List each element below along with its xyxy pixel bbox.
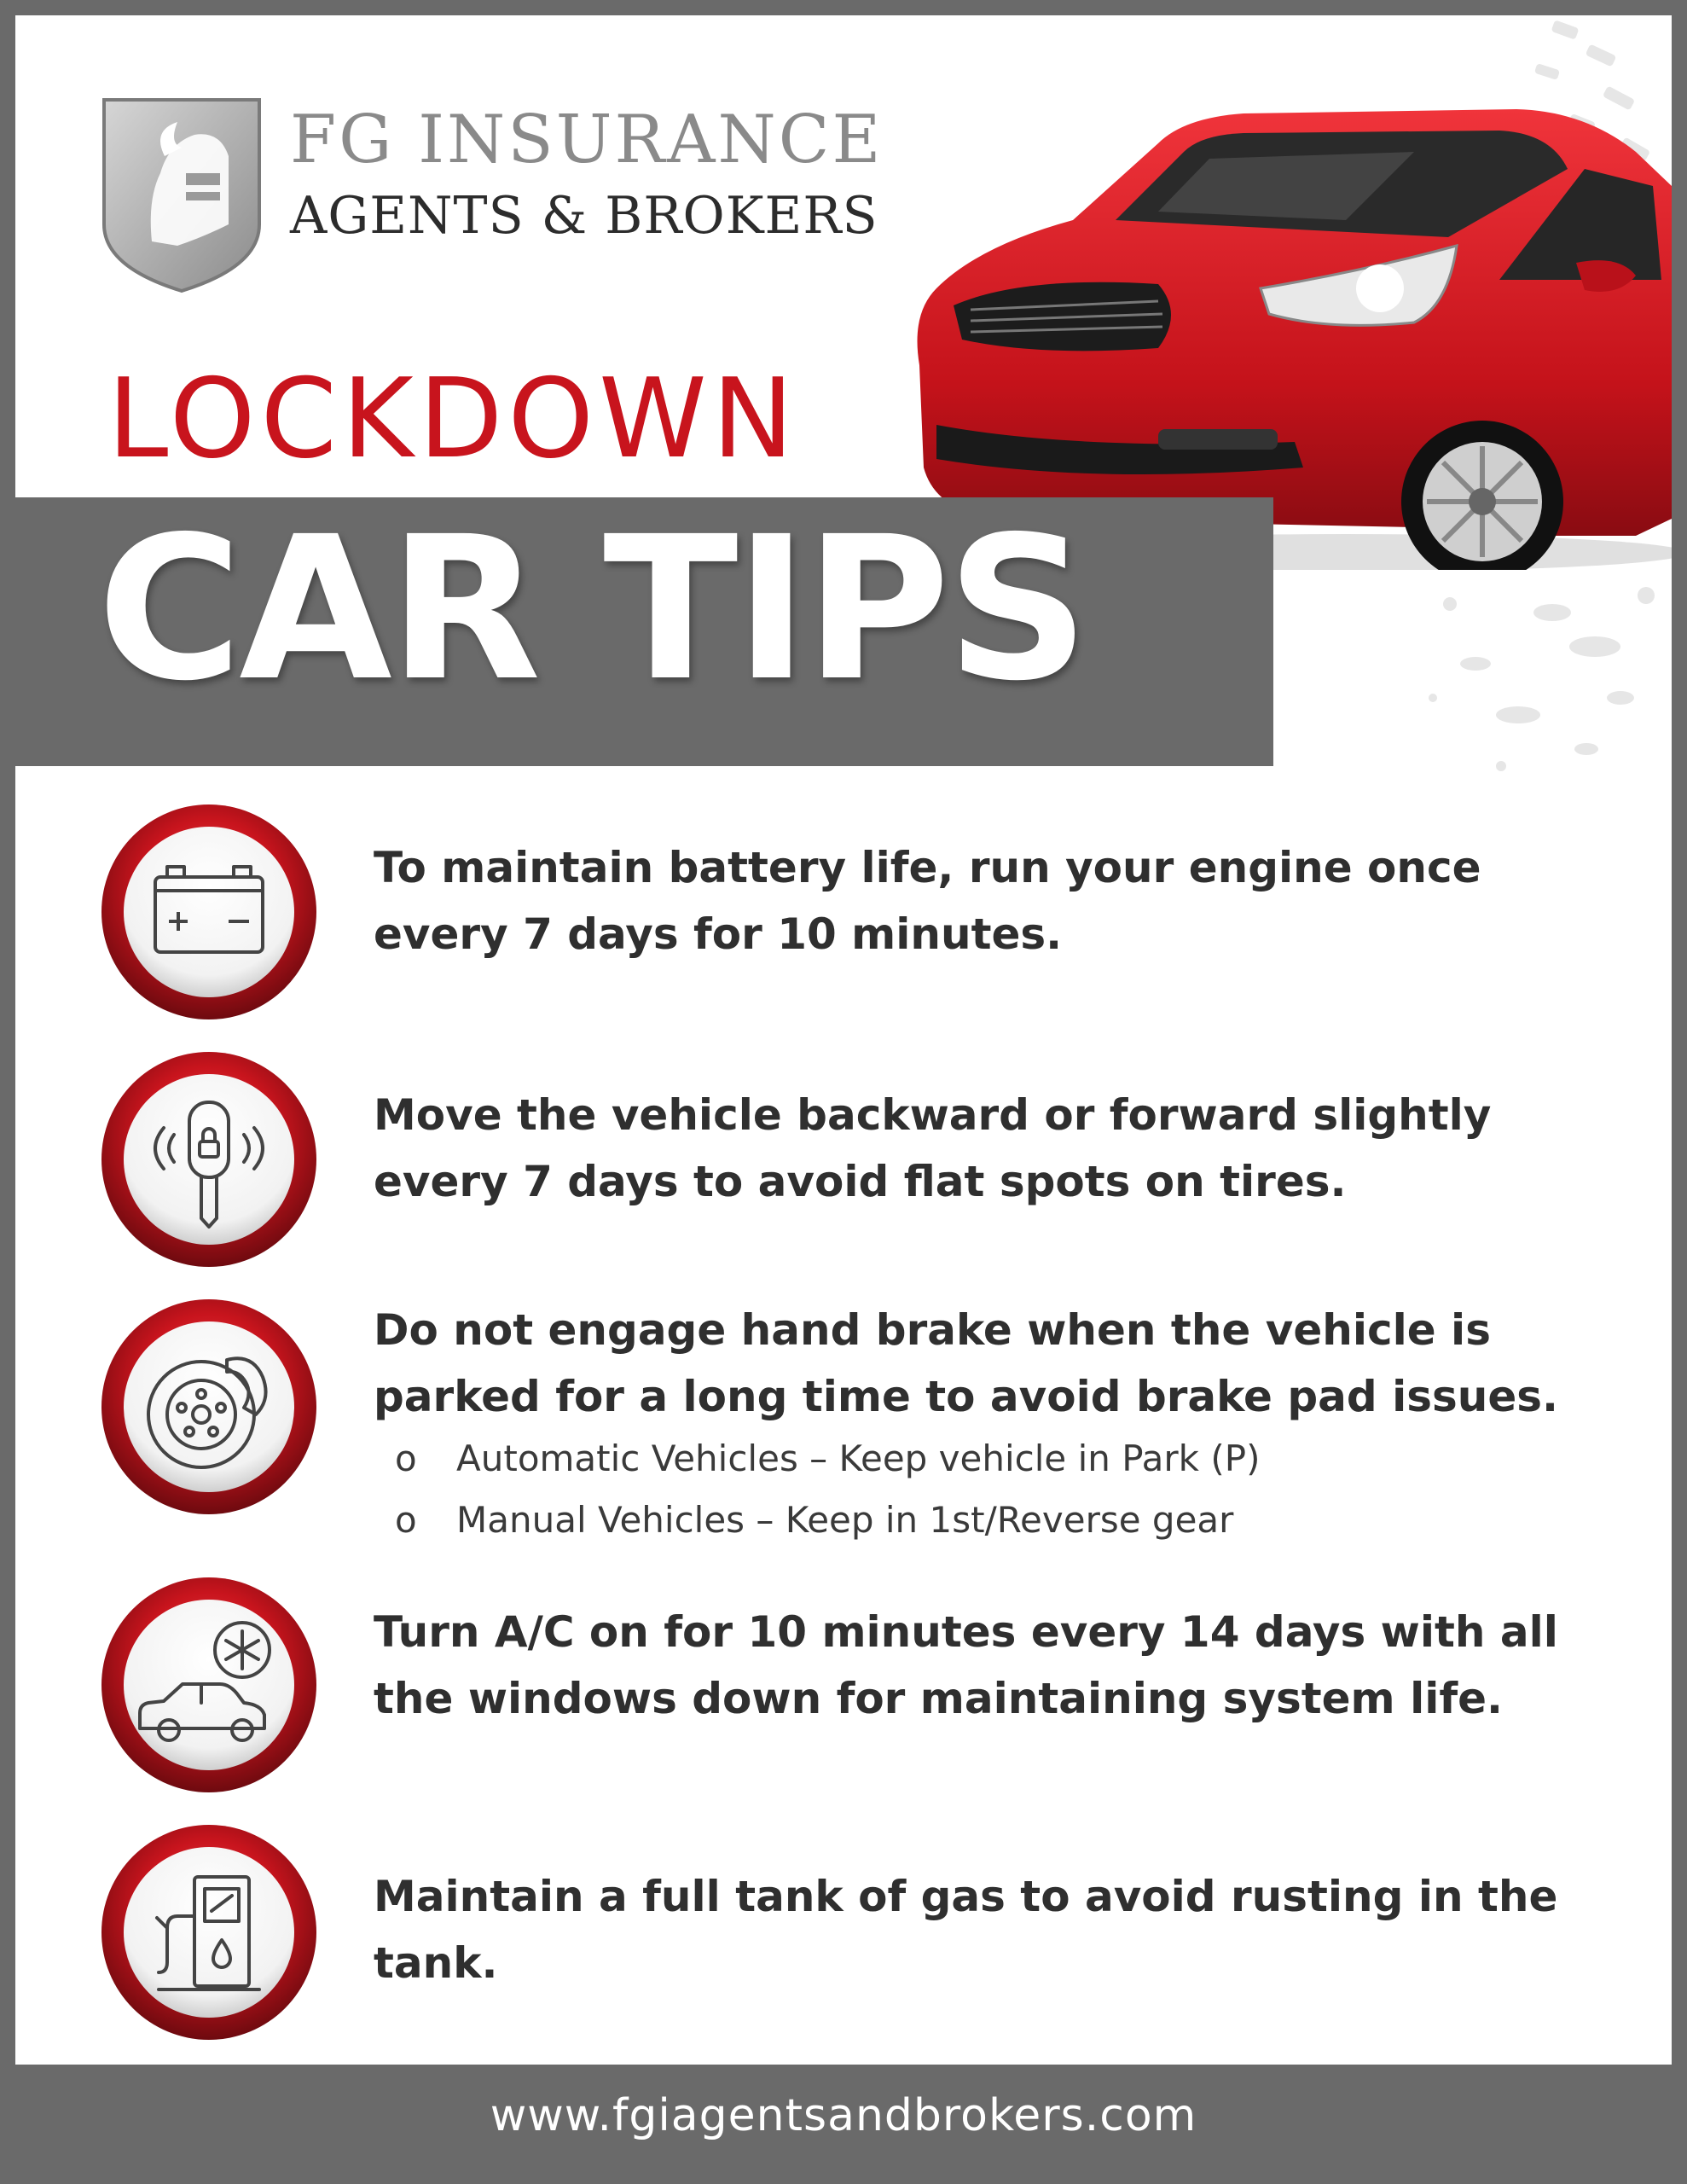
sub-item-text: Manual Vehicles – Keep in 1st/Reverse gear (456, 1499, 1234, 1541)
list-item (395, 1490, 1260, 1551)
car-air-conditioning-icon (99, 1575, 319, 1795)
list-bullet: o (395, 1499, 417, 1541)
tip-text: Maintain a full tank of gas to avoid rusting in the tank. (374, 1872, 1558, 1988)
tip-text: Do not engage hand brake when the vehicle is parked for a long time to avoid brake pad issues. (374, 1305, 1559, 1421)
flyer-sheet (15, 15, 1672, 2065)
company-logo (101, 96, 919, 301)
brand-tagline: AGENTS & BROKERS (290, 186, 878, 246)
car-battery-icon (99, 802, 319, 1022)
website-url[interactable]: www.fgiagentsandbrokers.com (490, 2090, 1197, 2141)
tip-text: Turn A/C on for 10 minutes every 14 days with all the windows down for maintaining system life. (374, 1607, 1558, 1723)
brake-disc-icon (99, 1297, 319, 1517)
car-key-fob-icon (99, 1049, 319, 1269)
knight-helmet-shield-icon (101, 96, 263, 294)
sub-item-text: Automatic Vehicles – Keep vehicle in Park (P) (456, 1438, 1261, 1479)
brand-name: FG INSURANCE (290, 102, 884, 178)
hand-brake-sub-list (395, 1428, 1260, 1551)
title-car-tips: CAR TIPS (97, 494, 1086, 724)
list-bullet: o (395, 1438, 417, 1479)
tip-text: To maintain battery life, run your engine once every 7 days for 10 minutes. (374, 843, 1481, 959)
tip-text: Move the vehicle backward or forward slightly every 7 days to avoid flat spots on tires. (374, 1090, 1492, 1206)
title-lockdown: LOCKDOWN (107, 356, 799, 483)
fuel-pump-icon (99, 1822, 319, 2042)
list-item (395, 1428, 1260, 1490)
